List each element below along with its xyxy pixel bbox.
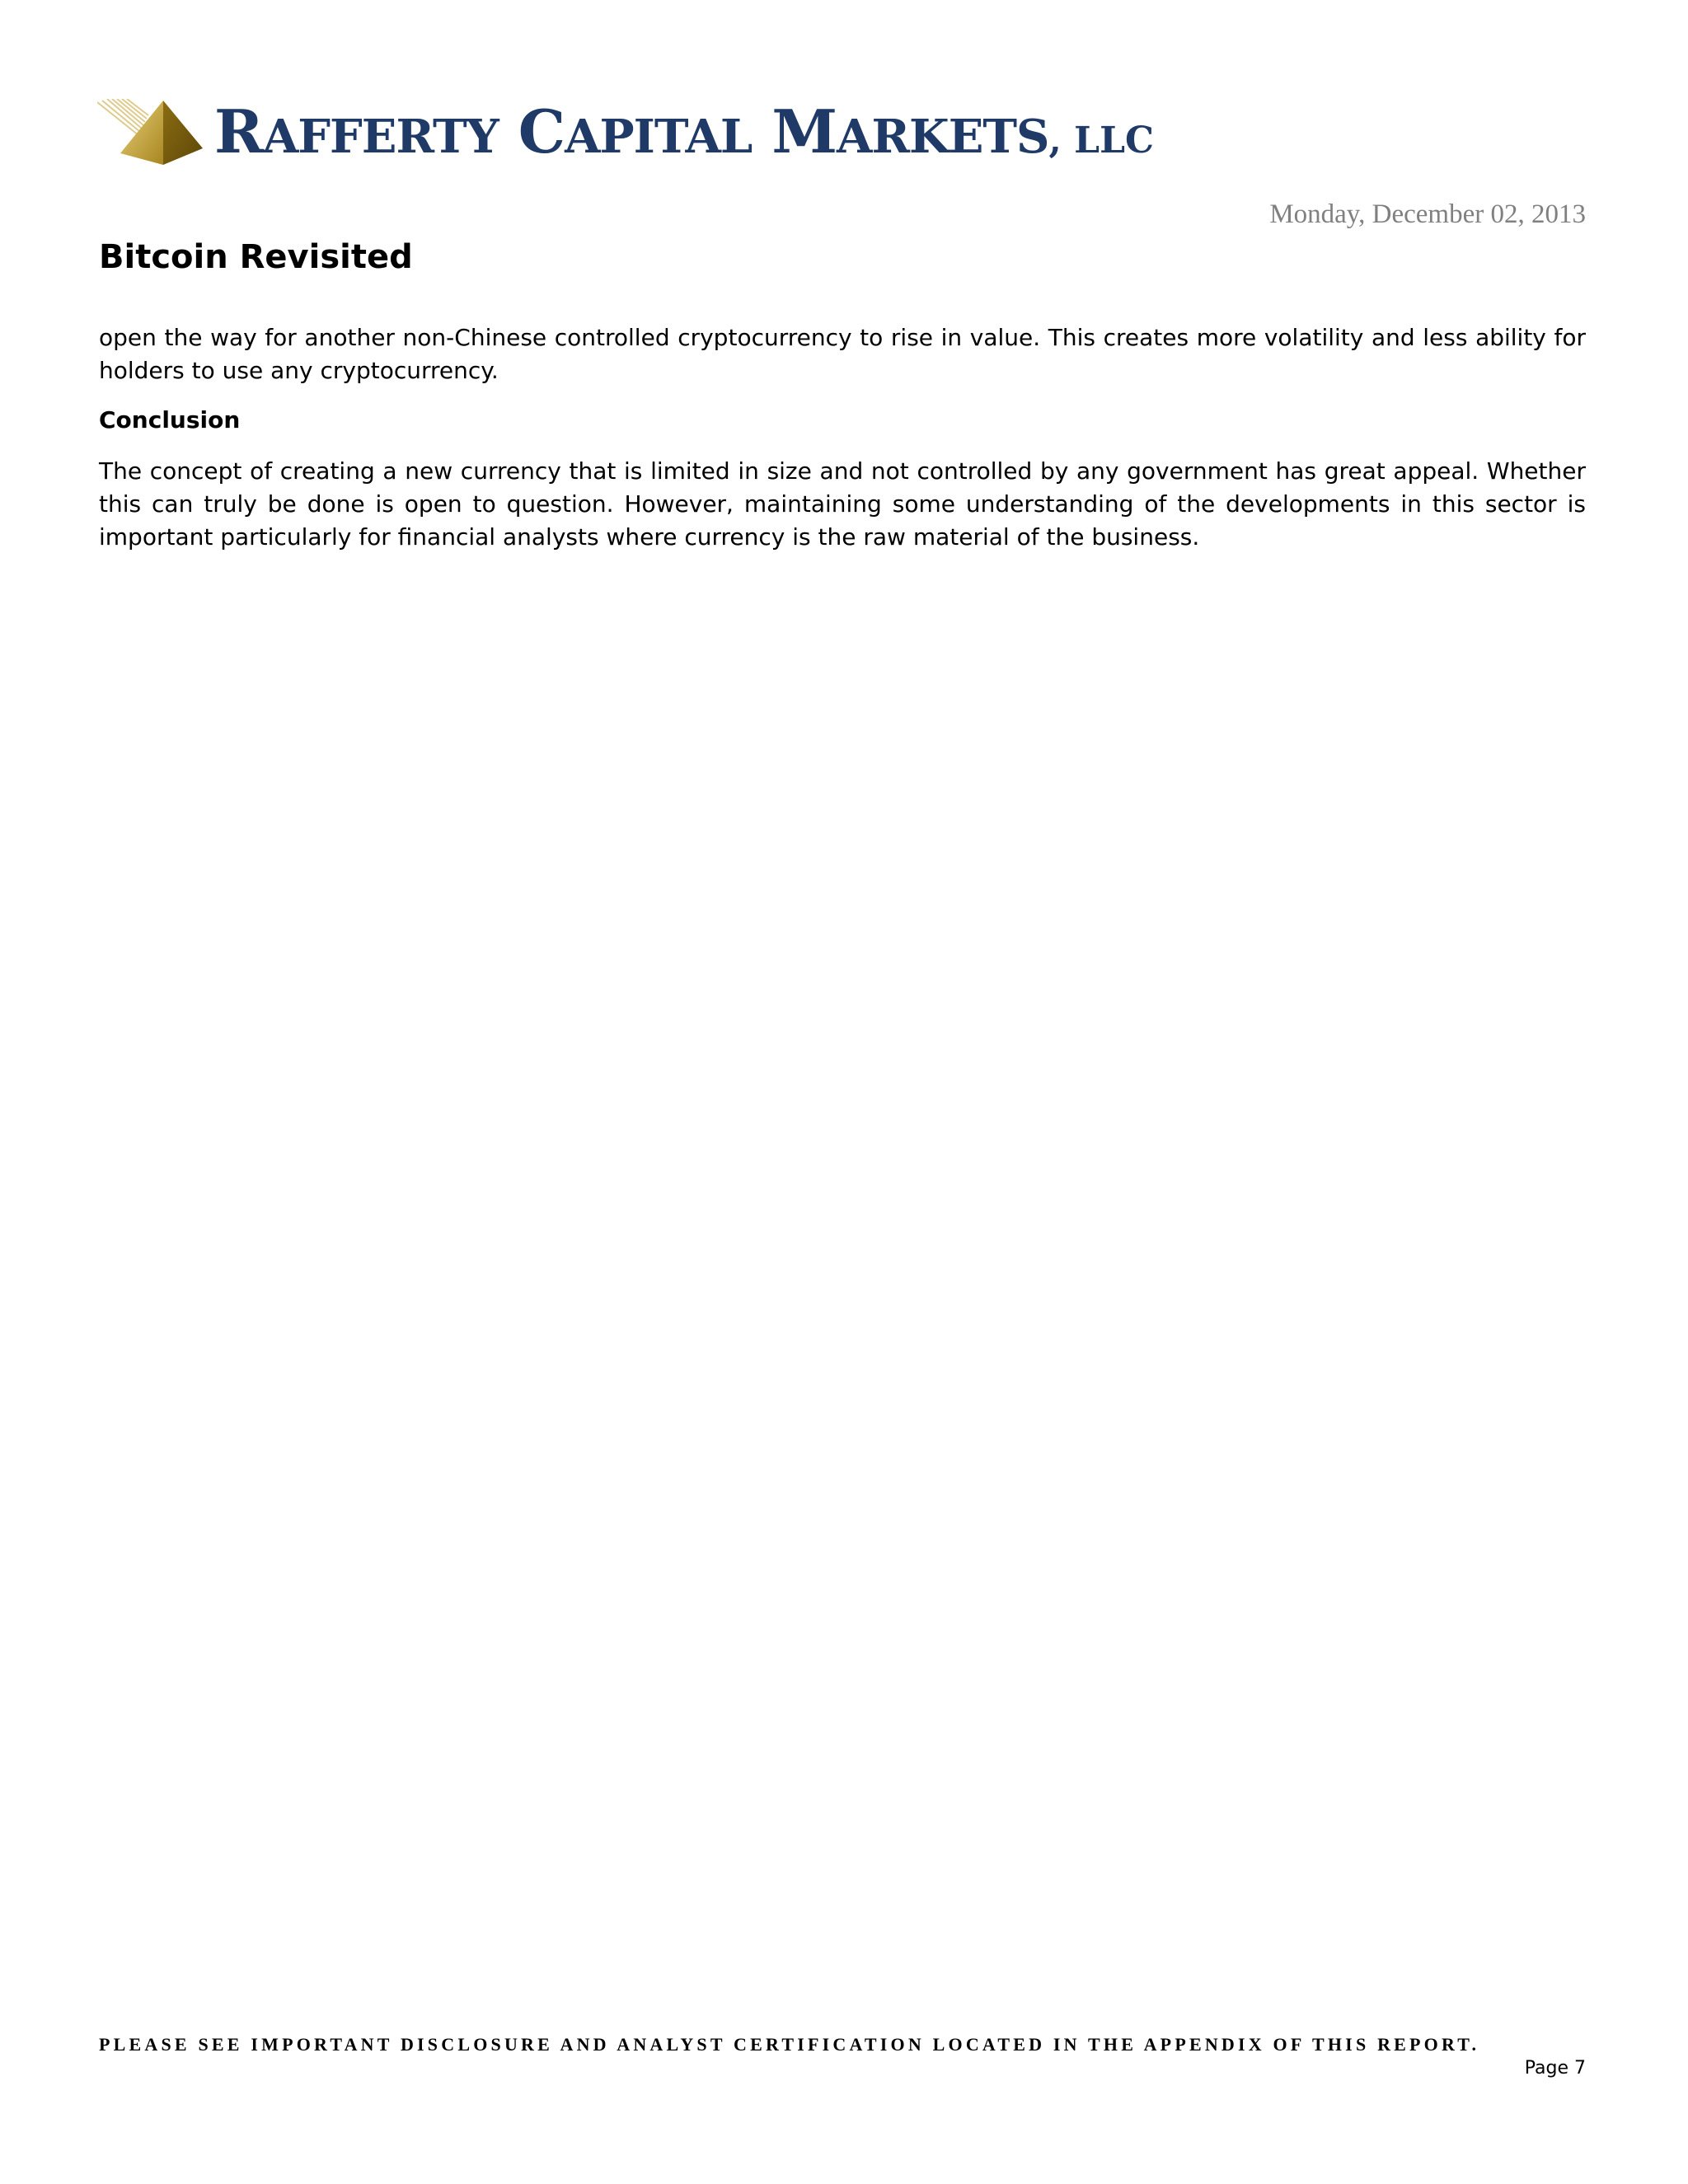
conclusion-paragraph: The concept of creating a new currency that is limited in size and not controlled by any government has great appeal. Whether this can truly be done is open to question. However, maintaining some understanding of the developments in this sector is important particularly for financial analysts where currency is the raw material of the business. (99, 457, 1586, 551)
disclosure-notice: PLEASE SEE IMPORTANT DISCLOSURE AND ANALYST CERTIFICATION LOCATED IN THE APPENDIX OF THIS REPORT. (99, 2034, 1480, 2055)
brand-wordmark: RAFFERTY CAPITAL MARKETS, LLC (214, 96, 1155, 166)
company-logo (97, 96, 1155, 168)
page-number: Page 7 (1524, 2058, 1586, 2079)
body-paragraph: open the way for another non-Chinese controlled cryptocurrency to rise in value. This creates more volatility and less ability for holders to use any cryptocurrency. (99, 324, 1586, 384)
report-title: Bitcoin Revisited (99, 238, 413, 276)
report-date: Monday, December 02, 2013 (1269, 199, 1586, 229)
section-heading-conclusion: Conclusion (99, 406, 241, 434)
pyramid-logo-icon (97, 99, 204, 168)
